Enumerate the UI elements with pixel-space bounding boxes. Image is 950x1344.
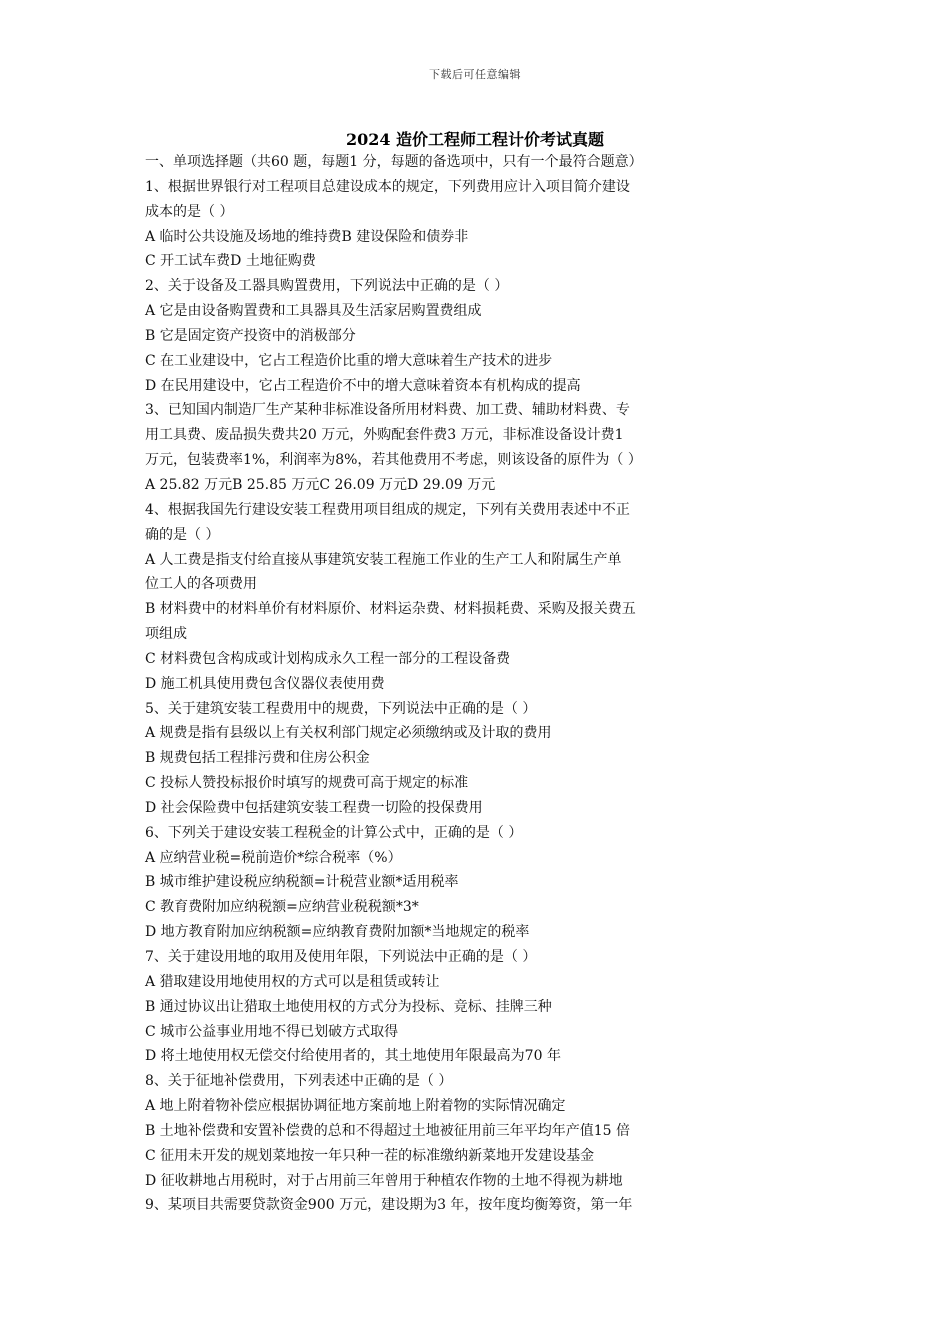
text-line: 4、根据我国先行建设安装工程费用项目组成的规定，下列有关费用表述中不正 bbox=[145, 501, 630, 518]
text-line: A 应纳营业税=税前造价*综合税率（%） bbox=[145, 849, 402, 866]
text-line: 万元，包装费率1%，利润率为8%，若其他费用不考虑，则该设备的原件为（ ） bbox=[145, 452, 642, 469]
text-line: B 土地补偿费和安置补偿费的总和不得超过土地被征用前三年平均年产值15 倍 bbox=[145, 1122, 631, 1139]
text-line: B 通过协议出让猎取土地使用权的方式分为投标、竞标、挂牌三种 bbox=[145, 998, 552, 1015]
text-line: B 材料费中的材料单价有材料原价、材料运杂费、材料损耗费、采购及报关费五 bbox=[145, 601, 636, 618]
text-line: 6、下列关于建设安装工程税金的计算公式中，正确的是（ ） bbox=[145, 824, 523, 841]
text-line: C 材料费包含构成或计划构成永久工程一部分的工程设备费 bbox=[145, 650, 511, 667]
text-line: 5、关于建筑安装工程费用中的规费，下列说法中正确的是（ ） bbox=[145, 700, 537, 717]
text-line: A 临时公共设施及场地的维持费B 建设保险和债券非 bbox=[145, 228, 469, 245]
text-line: D 施工机具使用费包含仪器仪表使用费 bbox=[145, 675, 385, 692]
text-line: 2、关于设备及工器具购置费用，下列说法中正确的是（ ） bbox=[145, 278, 509, 295]
text-line: 一、单项选择题（共60 题，每题1 分，每题的备选项中，只有一个最符合题意） bbox=[145, 154, 643, 170]
text-line: B 它是固定资产投资中的消极部分 bbox=[145, 327, 356, 344]
text-line: A 猎取建设用地使用权的方式可以是租赁或转让 bbox=[145, 973, 440, 990]
text-line: B 城市维护建设税应纳税额=计税营业额*适用税率 bbox=[145, 874, 459, 891]
text-line: D 征收耕地占用税时，对于占用前三年曾用于种植农作物的土地不得视为耕地 bbox=[145, 1172, 623, 1189]
text-line: D 地方教育附加应纳税额=应纳教育费附加额*当地规定的税率 bbox=[145, 924, 530, 941]
text-line: A 25.82 万元B 25.85 万元C 26.09 万元D 29.09 万元 bbox=[145, 476, 496, 493]
text-line: 确的是（ ） bbox=[145, 526, 220, 543]
text-line: C 在工业建设中，它占工程造价比重的增大意味着生产技术的进步 bbox=[145, 352, 553, 369]
text-line: A 规费是指有县级以上有关权利部门规定必须缴纳或及计取的费用 bbox=[145, 725, 552, 742]
text-line: C 投标人赞投标报价时填写的规费可高于规定的标准 bbox=[145, 775, 469, 792]
text-line: C 开工试车费D 土地征购费 bbox=[145, 253, 316, 270]
document-body bbox=[145, 150, 745, 1218]
text-line: C 城市公益事业用地不得已划破方式取得 bbox=[145, 1023, 399, 1040]
text-line: A 地上附着物补偿应根据协调征地方案前地上附着物的实际情况确定 bbox=[145, 1098, 566, 1115]
text-line: A 它是由设备购置费和工具器具及生活家居购置费组成 bbox=[145, 303, 482, 320]
text-line: D 在民用建设中，它占工程造价不中的增大意味着资本有机构成的提高 bbox=[145, 377, 581, 394]
text-line: 7、关于建设用地的取用及使用年限，下列说法中正确的是（ ） bbox=[145, 949, 537, 965]
text-line: D 将土地使用权无偿交付给使用者的，其土地使用年限最高为70 年 bbox=[145, 1048, 561, 1065]
text-line: A 人工费是指支付给直接从事建筑安装工程施工作业的生产工人和附属生产单 bbox=[145, 551, 622, 568]
text-line: 位工人的各项费用 bbox=[145, 576, 257, 593]
header-note: 下载后可任意编辑 bbox=[429, 68, 521, 81]
text-line: C 教育费附加应纳税额=应纳营业税税额*3* bbox=[145, 899, 419, 916]
text-line: 项组成 bbox=[145, 626, 187, 643]
text-line: B 规费包括工程排污费和住房公积金 bbox=[145, 750, 370, 767]
text-line: 3、已知国内制造厂生产某种非标准设备所用材料费、加工费、辅助材料费、专 bbox=[145, 402, 630, 419]
text-line: 用工具费、废品损失费共20 万元，外购配套件费3 万元，非标准设备设计费1 bbox=[145, 427, 624, 444]
page-title: 2024 造价工程师工程计价考试真题 bbox=[345, 130, 605, 149]
text-line: D 社会保险费中包括建筑安装工程费一切险的投保费用 bbox=[145, 799, 483, 816]
text-line: 1、根据世界银行对工程项目总建设成本的规定，下列费用应计入项目简介建设 bbox=[145, 178, 630, 195]
text-line: 成本的是（ ） bbox=[145, 203, 234, 220]
text-line: 9、某项目共需要贷款资金900 万元，建设期为3 年，按年度均衡筹资，第一年 bbox=[145, 1197, 633, 1214]
text-line: C 征用未开发的规划菜地按一年只种一茬的标准缴纳新菜地开发建设基金 bbox=[145, 1147, 595, 1164]
text-line: 8、关于征地补偿费用，下列表述中正确的是（ ） bbox=[145, 1073, 453, 1090]
